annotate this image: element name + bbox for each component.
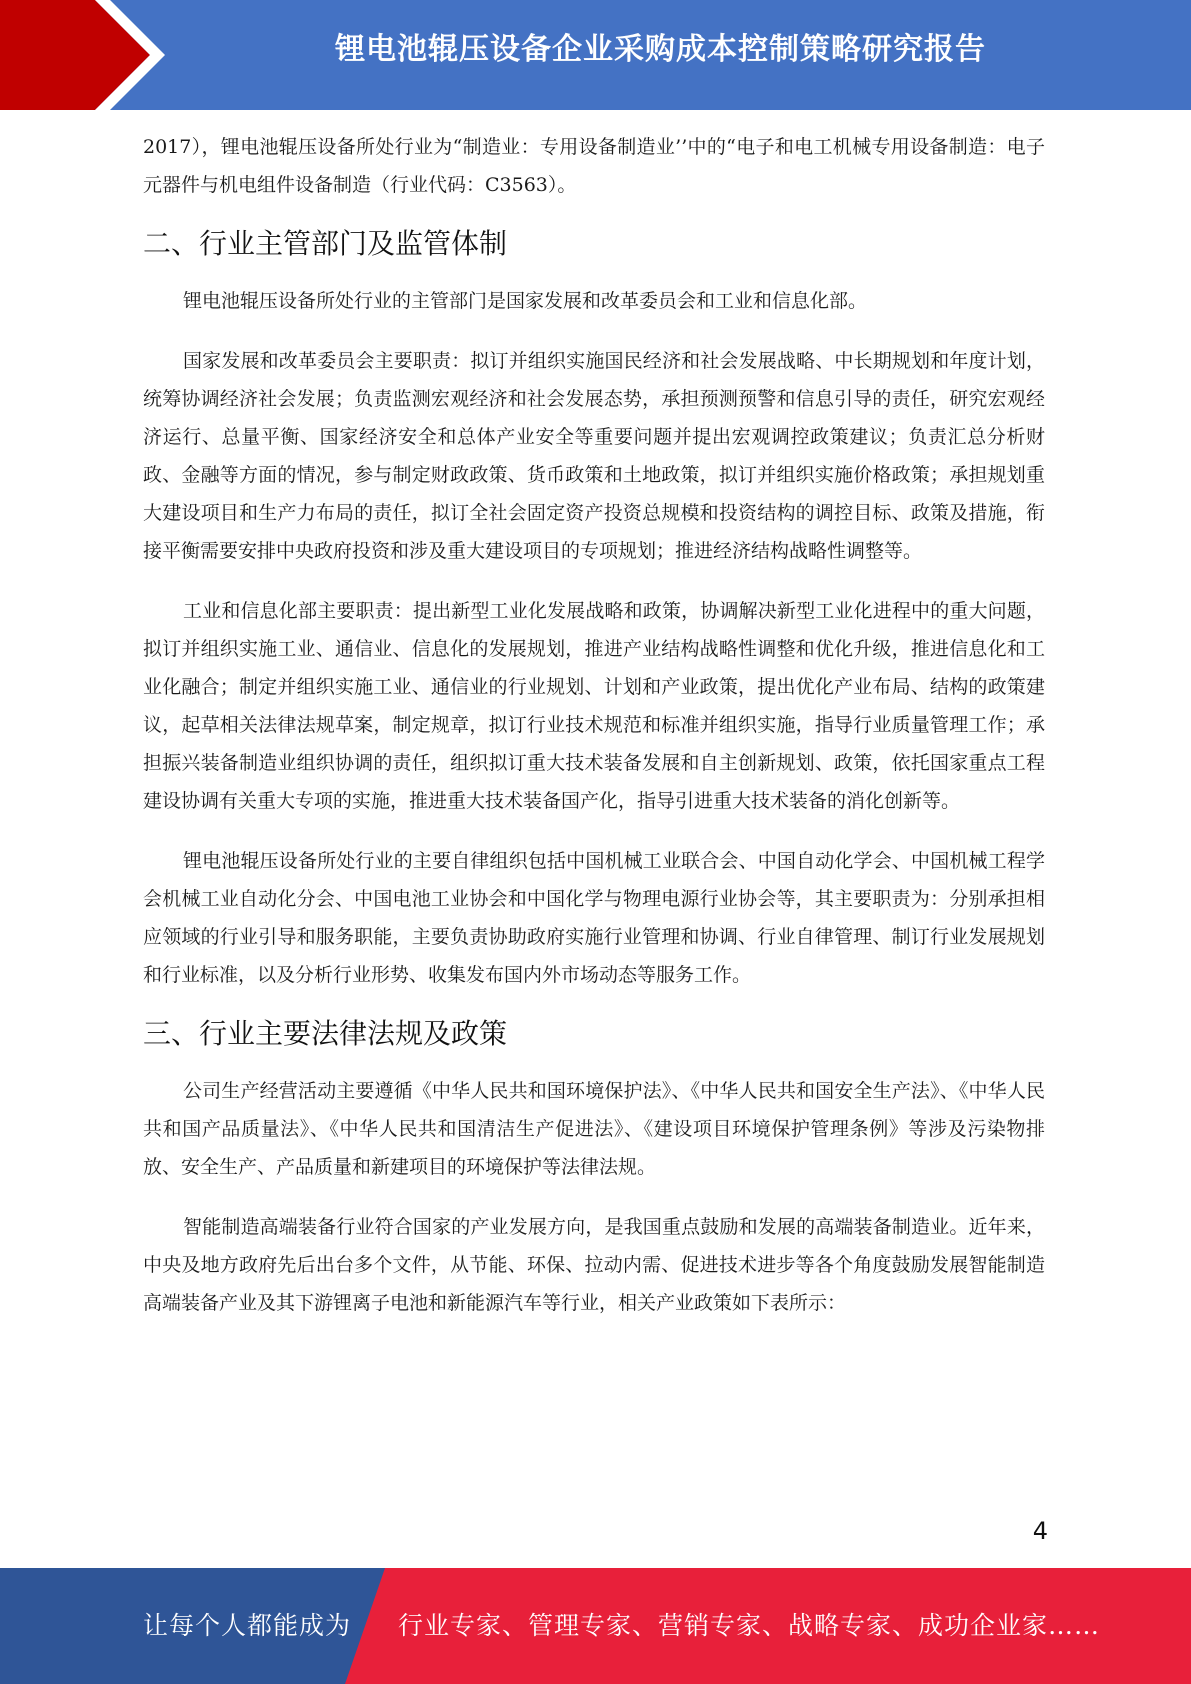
paragraph-authorities: 锂电池辊压设备所处行业的主管部门是国家发展和改革委员会和工业和信息化部。 [183,290,868,312]
page-content [143,128,1045,1322]
section-heading-laws-policies: 三、行业主要法律法规及政策 [143,1017,508,1050]
footer-slogan-right: 行业专家、管理专家、营销专家、战略专家、成功企业家…… [398,1611,1101,1640]
page-header [0,0,1191,110]
paragraph-policies: 智能制造高端装备行业符合国家的产业发展方向，是我国重点鼓励和发展的高端装备制造业。近年来，中央及地方政府先后出台多个文件，从节能、环保、拉动内需、促进技术进步等各个角度鼓励发展智能制造高端装备产业及其下游锂离子电池和新能源汽车等行业，相关产业政策如下表所示： [143,1216,1045,1314]
page-number: 4 [1032,1517,1048,1545]
paragraph-self-regulatory-orgs: 锂电池辊压设备所处行业的主要自律组织包括中国机械工业联合会、中国自动化学会、中国机械工程学会机械工业自动化分会、中国电池工业协会和中国化学与物理电源行业协会等，其主要职责为：分别承担相应领域的行业引导和服务职能，主要负责协助政府实施行业管理和协调、行业自律管理、制订行业发展规划和行业标准，以及分析行业形势、收集发布国内外市场动态等服务工作。 [143,850,1045,986]
paragraph-industry-classification: 2017），锂电池辊压设备所处行业为“制造业：专用设备制造业’’中的“电子和电工机械专用设备制造：电子元器件与机电组件设备制造（行业代码：C3563）。 [143,136,1045,196]
paragraph-miit-duties: 工业和信息化部主要职责：提出新型工业化发展战略和政策，协调解决新型工业化进程中的重大问题，拟订并组织实施工业、通信业、信息化的发展规划，推进产业结构战略性调整和优化升级，推进信息化和工业化融合；制定并组织实施工业、通信业的行业规划、计划和产业政策，提出优化产业布局、结构的政策建议，起草相关法律法规草案，制定规章，拟订行业技术规范和标准并组织实施，指导行业质量管理工作；承担振兴装备制造业组织协调的责任，组织拟订重大技术装备发展和自主创新规划、政策，依托国家重点工程建设协调有关重大专项的实施，推进重大技术装备国产化，指导引进重大技术装备的消化创新等。 [143,600,1045,812]
paragraph-laws: 公司生产经营活动主要遵循《中华人民共和国环境保护法》、《中华人民共和国安全生产法》、《中华人民共和国产品质量法》、《中华人民共和国清洁生产促进法》、《建设项目环境保护管理条例》等涉及污染物排放、安全生产、产品质量和新建项目的环境保护等法律法规。 [143,1080,1045,1178]
footer-slogan-left: 让每个人都能成为 [143,1611,352,1640]
paragraph-ndrc-duties: 国家发展和改革委员会主要职责：拟订并组织实施国民经济和社会发展战略、中长期规划和年度计划，统筹协调经济社会发展；负责监测宏观经济和社会发展态势，承担预测预警和信息引导的责任，研究宏观经济运行、总量平衡、国家经济安全和总体产业安全等重要问题并提出宏观调控政策建议；负责汇总分析财政、金融等方面的情况，参与制定财政政策、货币政策和土地政策，拟订并组织实施价格政策；承担规划重大建设项目和生产力布局的责任，拟订全社会固定资产投资总规模和投资结构的调控目标、政策及措施，衔接平衡需要安排中央政府投资和涉及重大建设项目的专项规划；推进经济结构战略性调整等。 [143,350,1045,562]
report-title: 锂电池辊压设备企业采购成本控制策略研究报告 [335,32,986,67]
section-heading-regulation: 二、行业主管部门及监管体制 [143,227,508,260]
page-footer [0,1568,1191,1684]
